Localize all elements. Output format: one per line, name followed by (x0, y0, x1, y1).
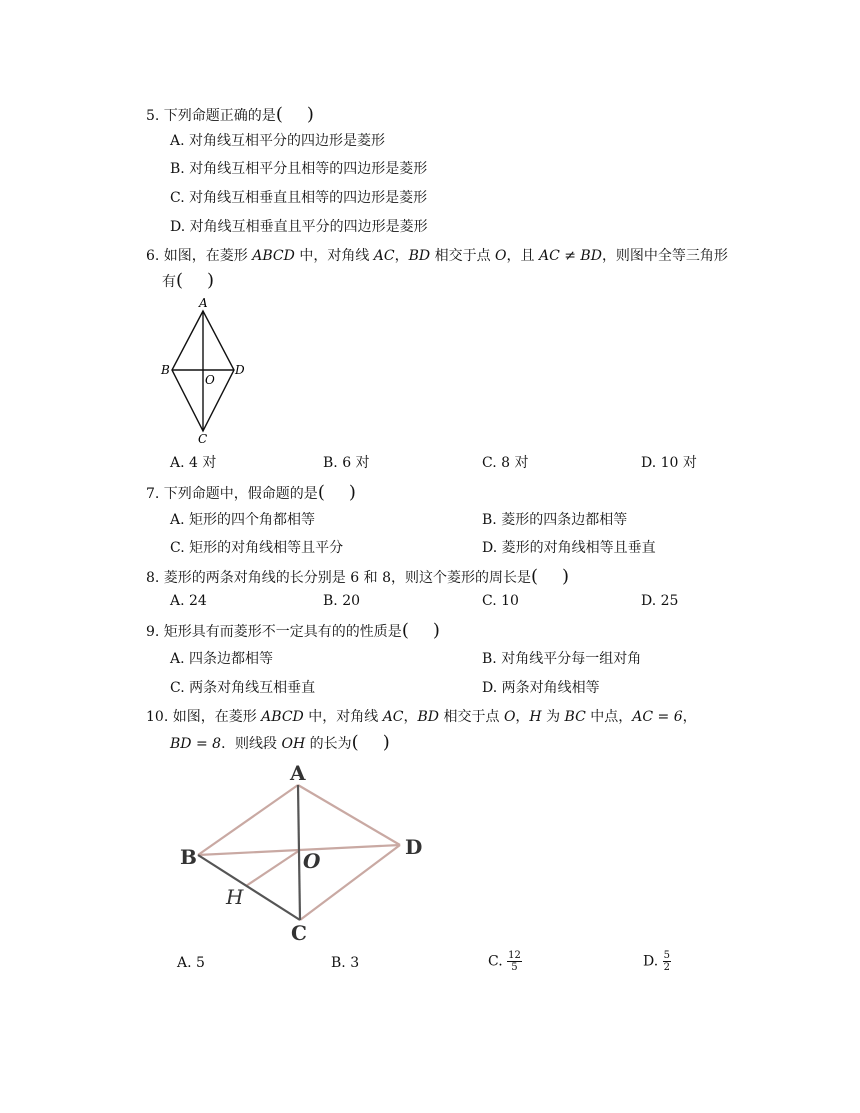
q10-stem-line2: BD = 8．则线段 OH 的长为( ) (170, 732, 390, 753)
q10-option-a: A. 5 (177, 955, 205, 971)
q7-stem: 7. 下列命题中，假命题的是( ) (146, 482, 356, 503)
q6-option-b: B. 6 对 (323, 455, 370, 471)
q10-label-a: A (290, 761, 306, 785)
q6-option-c: C. 8 对 (482, 455, 529, 471)
q7-option-a: A. 矩形的四个角都相等 (170, 512, 316, 528)
q5-option-c: C. 对角线互相垂直且相等的四边形是菱形 (170, 190, 428, 206)
q8-option-a: A. 24 (170, 593, 207, 609)
q6-label-d: D (235, 363, 245, 377)
q10-label-o: O (303, 849, 321, 873)
q10-option-d-fraction: $\frac{5}{2}$ (663, 950, 671, 973)
q9-option-b: B. 对角线平分每一组对角 (482, 651, 642, 667)
q8-stem: 8. 菱形的两条对角线的长分别是 6 和 8，则这个菱形的周长是( ) (146, 566, 570, 587)
q10-label-h: H (226, 885, 244, 909)
q5-option-a: A. 对角线互相平分的四边形是菱形 (170, 133, 386, 149)
q6-option-d: D. 10 对 (641, 455, 697, 471)
q10-label-b: B (180, 845, 197, 869)
q6-label-a: A (199, 296, 208, 310)
q9-option-c: C. 两条对角线互相垂直 (170, 680, 316, 696)
q6-stem-line2: 有( ) (162, 270, 215, 291)
q6-label-b: B (161, 363, 170, 377)
answer-paren-close: ) (306, 104, 314, 125)
q10-stem: 10. 如图，在菱形 ABCD 中，对角线 AC，BD 相交于点 O，H 为 BC 中点，AC = 6， (146, 709, 697, 725)
q6-label-c: C (198, 432, 208, 446)
q9-option-a: A. 四条边都相等 (170, 651, 274, 667)
q8-option-b: B. 20 (323, 593, 361, 609)
q8-option-d: D. 25 (641, 593, 679, 609)
q7-option-b: B. 菱形的四条边都相等 (482, 512, 628, 528)
q6-rhombus-figure (150, 295, 260, 445)
q8-option-c: C. 10 (482, 593, 519, 609)
q10-option-c: C. $\frac{12}{5}$ (488, 950, 521, 973)
q10-option-d: D. $\frac{5}{2}$ (643, 950, 671, 973)
answer-paren-open: ( (275, 104, 283, 125)
q5-stem: 5. 下列命题正确的是( ) (146, 104, 314, 125)
q10-label-c: C (291, 921, 307, 945)
q5-option-d: D. 对角线互相垂直且平分的四边形是菱形 (170, 219, 428, 235)
q6-option-a: A. 4 对 (170, 455, 217, 471)
q7-option-c: C. 矩形的对角线相等且平分 (170, 540, 344, 556)
q10-option-c-fraction: $\frac{12}{5}$ (508, 950, 521, 973)
q10-label-d: D (405, 835, 423, 859)
q6-stem: 6. 如图，在菱形 ABCD 中，对角线 AC，BD 相交于点 O，且 AC ≠ BD，则图中全等三角形 (146, 248, 728, 264)
q9-option-d: D. 两条对角线相等 (482, 680, 600, 696)
q9-stem: 9. 矩形具有而菱形不一定具有的的性质是( ) (146, 620, 440, 641)
q10-rhombus-figure (170, 760, 440, 945)
q7-option-d: D. 菱形的对角线相等且垂直 (482, 540, 656, 556)
q5-option-b: B. 对角线互相平分且相等的四边形是菱形 (170, 161, 428, 177)
q10-option-b: B. 3 (331, 955, 360, 971)
q6-label-o: O (205, 373, 215, 387)
